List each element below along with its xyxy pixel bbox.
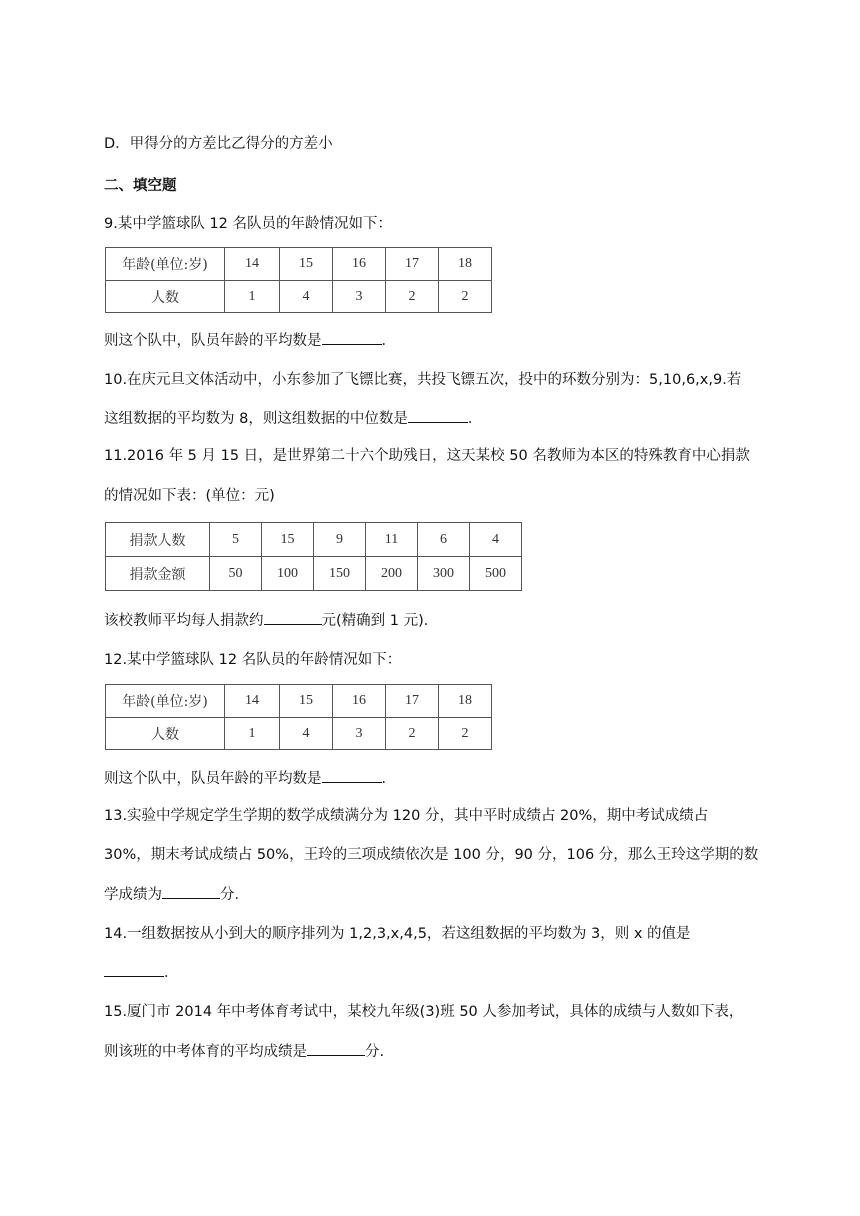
answer-blank bbox=[264, 610, 322, 625]
table-cell: 16 bbox=[333, 685, 386, 718]
table-cell: 14 bbox=[225, 248, 280, 281]
table-cell: 14 bbox=[225, 685, 280, 718]
q11-question bbox=[104, 610, 438, 631]
table-row bbox=[106, 248, 492, 281]
q14-line2 bbox=[104, 962, 179, 983]
q14-question-end: ． bbox=[164, 965, 179, 981]
table-cell: 4 bbox=[470, 523, 522, 557]
table-cell: 人数 bbox=[106, 281, 225, 313]
q14-line1: 14.一组数据按从小到大的顺序排列为 1,2,3,x,4,5，若这组数据的平均数为 3，则 x 的值是 bbox=[104, 926, 691, 942]
q9-intro: 9.某中学篮球队 12 名队员的年龄情况如下： bbox=[104, 216, 393, 232]
table-row bbox=[106, 557, 522, 591]
q10-question-end: ． bbox=[467, 411, 483, 427]
table-cell: 捐款人数 bbox=[106, 523, 210, 557]
answer-blank bbox=[408, 408, 468, 423]
q11-donation-table bbox=[105, 522, 522, 591]
q9-age-table bbox=[105, 247, 492, 313]
table-cell: 200 bbox=[366, 557, 418, 591]
table-cell: 4 bbox=[280, 718, 333, 750]
table-cell: 50 bbox=[210, 557, 262, 591]
table-cell: 18 bbox=[439, 248, 492, 281]
table-cell: 16 bbox=[333, 248, 386, 281]
q15-line1: 15.厦门市 2014 年中考体育考试中，某校九年级(3)班 50 人参加考试，具体的成绩与人数如下表， bbox=[104, 1004, 744, 1020]
q15-line2 bbox=[104, 1041, 384, 1062]
q9-question-end: ． bbox=[381, 333, 396, 349]
table-cell: 11 bbox=[366, 523, 418, 557]
table-cell: 1 bbox=[225, 281, 280, 313]
q12-intro: 12.某中学篮球队 12 名队员的年龄情况如下： bbox=[104, 652, 402, 668]
q13-line1: 13.实验中学规定学生学期的数学成绩满分为 120 分，其中平时成绩占 20%，期中考试成绩占 bbox=[104, 808, 709, 824]
table-row bbox=[106, 523, 522, 557]
q15-question-text: 则该班的中考体育的平均成绩是 bbox=[104, 1044, 307, 1060]
table-cell: 4 bbox=[280, 281, 333, 313]
table-cell: 3 bbox=[333, 281, 386, 313]
q11-question-text: 该校教师平均每人捐款约 bbox=[104, 613, 264, 629]
q12-age-table bbox=[105, 684, 492, 750]
q12-question bbox=[104, 768, 396, 789]
table-cell: 15 bbox=[280, 248, 333, 281]
section-title: 二、填空题 bbox=[104, 178, 177, 194]
q10-line1: 10.在庆元旦文体活动中，小东参加了飞镖比赛，共投飞镖五次，投中的环数分别为：5,10,6,x,9.若 bbox=[104, 372, 742, 388]
table-row bbox=[106, 685, 492, 718]
table-cell: 2 bbox=[439, 718, 492, 750]
q13-question-text: 学成绩为 bbox=[104, 887, 162, 903]
q11-line1: 11.2016 年 5 月 15 日，是世界第二十六个助残日，这天某校 50 名教师为本区的特殊教育中心捐款 bbox=[104, 448, 750, 464]
q12-question-text: 则这个队中，队员年龄的平均数是 bbox=[104, 771, 322, 787]
table-cell: 17 bbox=[386, 685, 439, 718]
table-row bbox=[106, 718, 492, 750]
table-cell: 300 bbox=[418, 557, 470, 591]
table-cell: 2 bbox=[439, 281, 492, 313]
table-cell: 17 bbox=[386, 248, 439, 281]
option-d: D．甲得分的方差比乙得分的方差小 bbox=[104, 136, 333, 152]
q11-line2: 的情况如下表：(单位：元) bbox=[104, 488, 275, 504]
table-cell: 9 bbox=[314, 523, 366, 557]
answer-blank bbox=[322, 330, 382, 345]
table-cell: 18 bbox=[439, 685, 492, 718]
table-cell: 年龄(单位:岁) bbox=[106, 248, 225, 281]
table-cell: 1 bbox=[225, 718, 280, 750]
q9-question bbox=[104, 330, 396, 351]
table-cell: 2 bbox=[386, 718, 439, 750]
table-cell: 100 bbox=[262, 557, 314, 591]
table-cell: 年龄(单位:岁) bbox=[106, 685, 225, 718]
table-cell: 150 bbox=[314, 557, 366, 591]
answer-blank bbox=[162, 884, 220, 899]
table-cell: 3 bbox=[333, 718, 386, 750]
q10-question-text: 这组数据的平均数为 8，则这组数据的中位数是 bbox=[104, 411, 408, 427]
q9-question-text: 则这个队中，队员年龄的平均数是 bbox=[104, 333, 322, 349]
q10-line2 bbox=[104, 408, 482, 429]
table-cell: 2 bbox=[386, 281, 439, 313]
q13-line3 bbox=[104, 884, 249, 905]
q11-question-end: 元(精确到 1 元)． bbox=[321, 613, 439, 629]
q13-question-end: 分． bbox=[220, 887, 249, 903]
q13-line2: 30%，期末考试成绩占 50%，王玲的三项成绩依次是 100 分，90 分，106 分，那么王玲这学期的数 bbox=[104, 847, 759, 863]
table-cell: 6 bbox=[418, 523, 470, 557]
table-cell: 500 bbox=[470, 557, 522, 591]
table-cell: 人数 bbox=[106, 718, 225, 750]
answer-blank bbox=[104, 962, 164, 977]
table-cell: 捐款金额 bbox=[106, 557, 210, 591]
table-cell: 15 bbox=[262, 523, 314, 557]
answer-blank bbox=[322, 768, 382, 783]
q12-question-end: ． bbox=[381, 771, 396, 787]
answer-blank bbox=[307, 1041, 365, 1056]
table-cell: 15 bbox=[280, 685, 333, 718]
table-cell: 5 bbox=[210, 523, 262, 557]
q15-question-end: 分. bbox=[365, 1044, 385, 1060]
table-row bbox=[106, 281, 492, 313]
